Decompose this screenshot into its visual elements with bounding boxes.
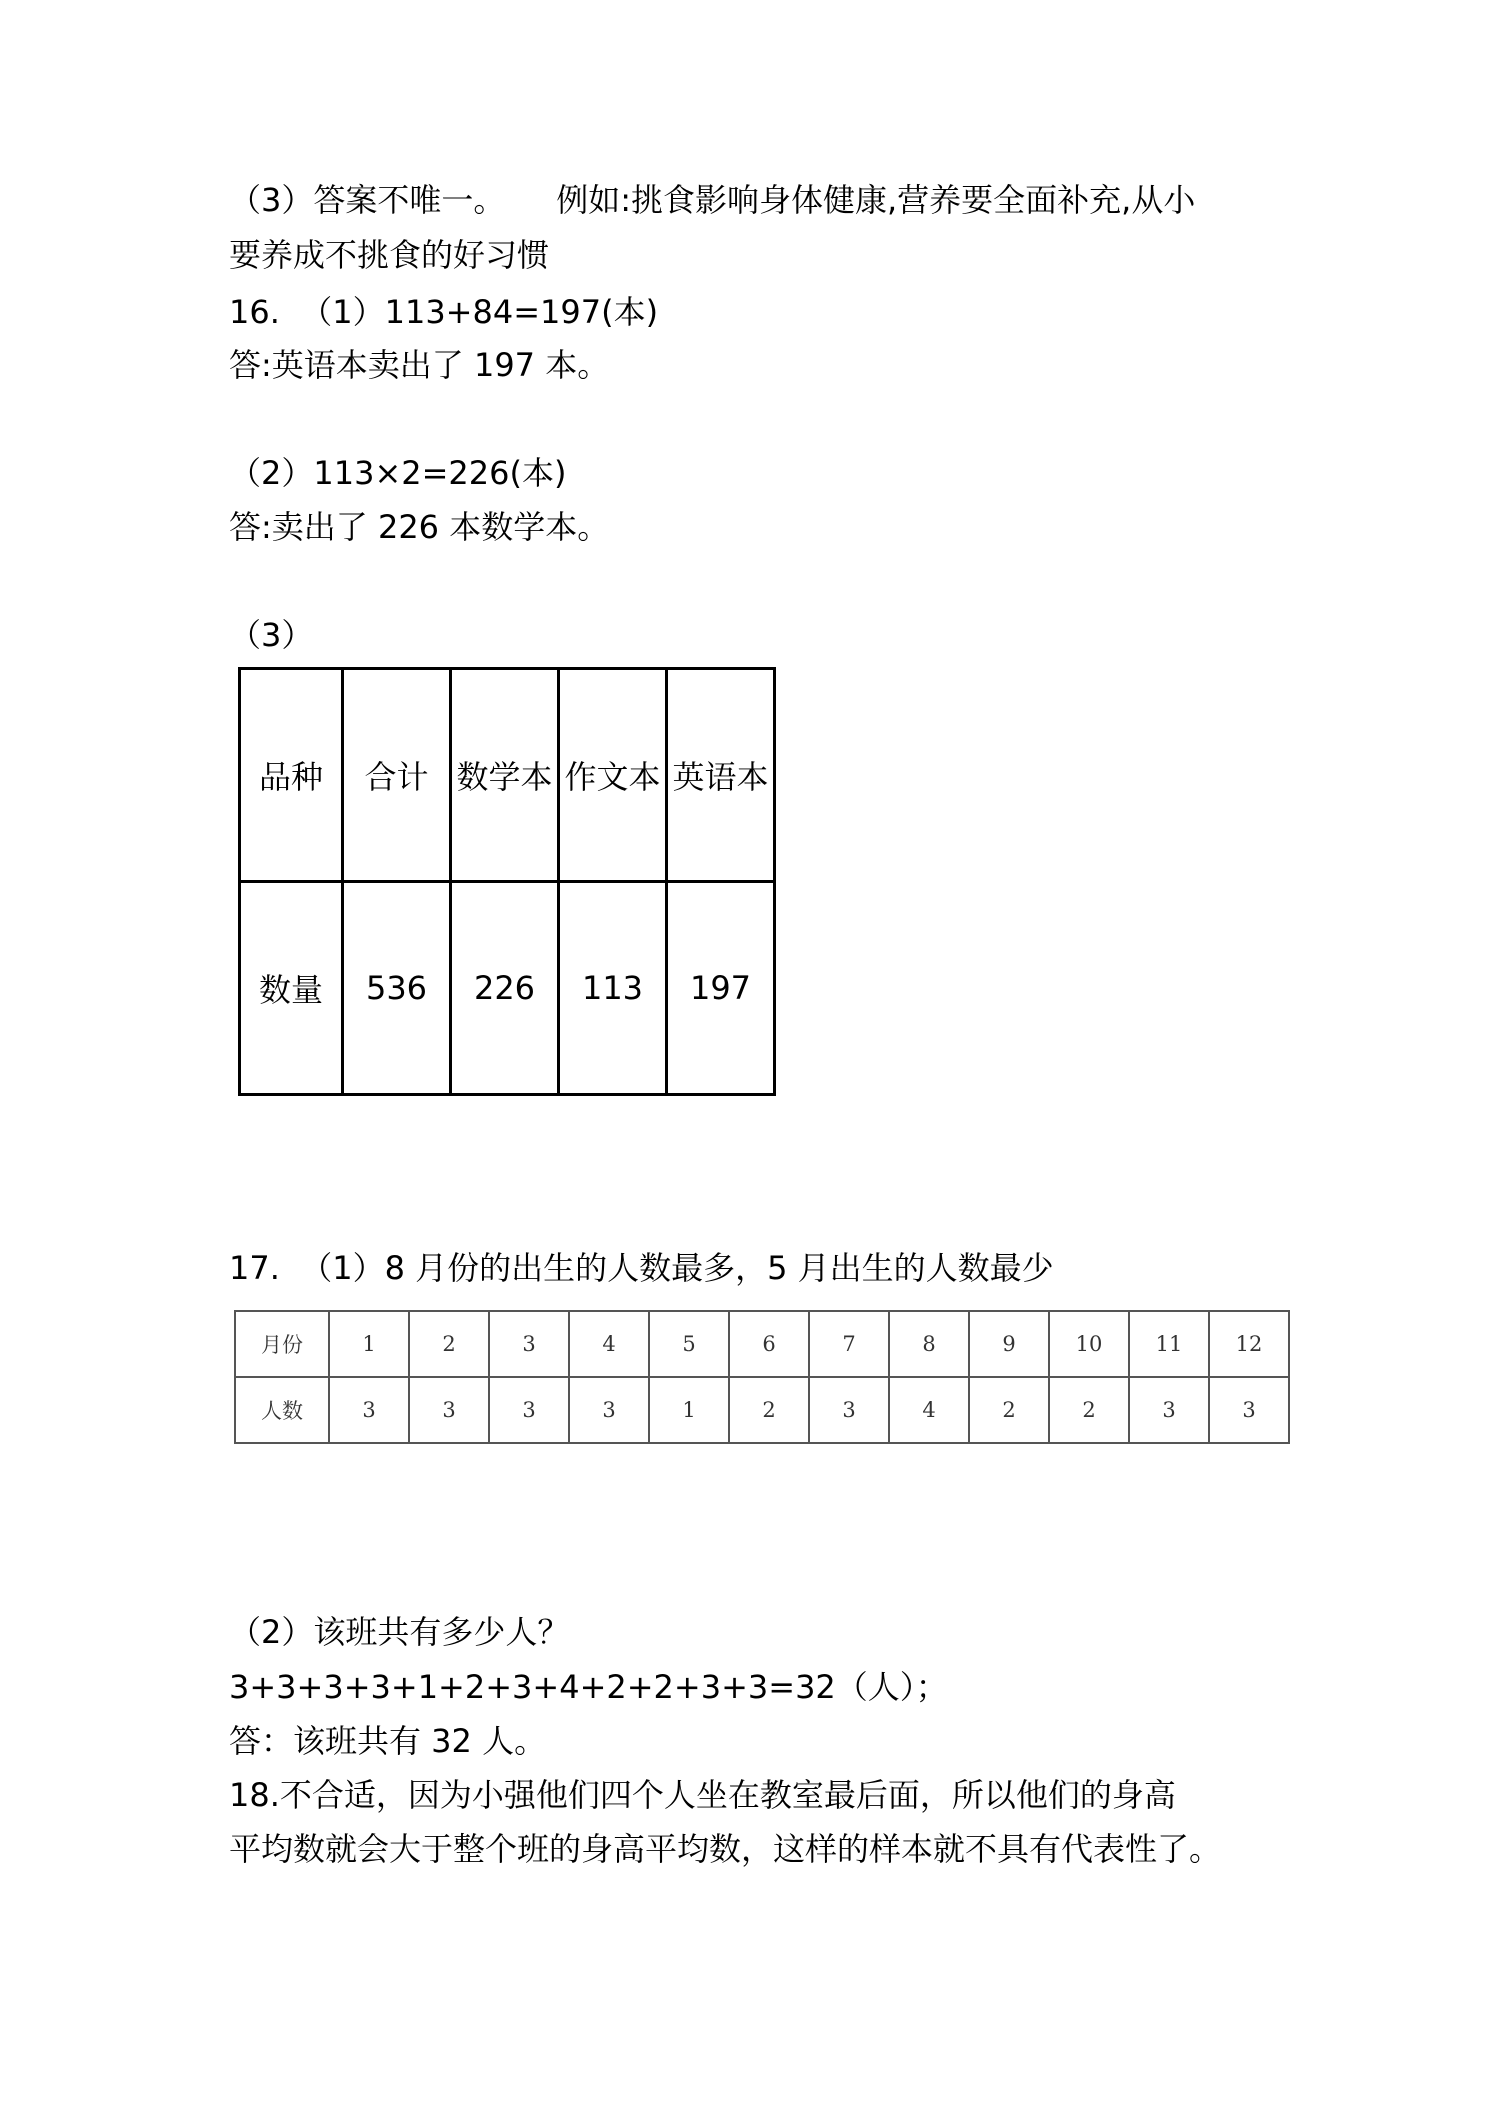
answer-15-3-line2: 要养成不挑食的好习惯 [229,236,550,274]
table-cell: 113 [559,882,667,1095]
table-row [235,1377,1289,1443]
answer-16-1: 16. （1）113+84=197(本) [229,293,659,331]
answer-17-2: （2）该班共有多少人？ [229,1613,570,1651]
table-cell: 5 [649,1311,729,1377]
table-cell: 人数 [235,1377,329,1443]
table-cell: 英语本 [667,669,775,882]
table-cell: 12 [1209,1311,1289,1377]
table-cell: 7 [809,1311,889,1377]
table-cell: 2 [1049,1377,1129,1443]
table-cell: 品种 [240,669,343,882]
table-cell: 3 [489,1377,569,1443]
table-cell: 合计 [343,669,451,882]
answer-18-line1: 18.不合适，因为小强他们四个人坐在教室最后面，所以他们的身高 [229,1776,1176,1814]
table-cell: 9 [969,1311,1049,1377]
table-cell: 11 [1129,1311,1209,1377]
table-cell: 3 [569,1377,649,1443]
answer-16-3-label: （3） [229,616,314,654]
answer-17-2-reply: 答：该班共有 32 人。 [229,1722,547,1760]
birth-month-table [234,1310,1290,1444]
answer-16-1-reply: 答:英语本卖出了 197 本。 [229,346,610,384]
answer-17-2-calc: 3+3+3+3+1+2+3+4+2+2+3+3=32（人）； [229,1668,948,1706]
answer-18-line2: 平均数就会大于整个班的身高平均数，这样的样本就不具有代表性了。 [229,1830,1222,1868]
answer-16-2-reply: 答:卖出了 226 本数学本。 [229,508,610,546]
table-cell: 3 [809,1377,889,1443]
table-cell: 3 [329,1377,409,1443]
answer-15-3-line1: （3）答案不唯一。 例如:挑食影响身体健康,营养要全面补充,从小 [229,181,1196,219]
table-cell: 197 [667,882,775,1095]
answer-17-1: 17. （1）8 月份的出生的人数最多，5 月出生的人数最少 [229,1249,1054,1287]
table-cell: 6 [729,1311,809,1377]
table-cell: 8 [889,1311,969,1377]
table-cell: 3 [1209,1377,1289,1443]
table-cell: 数量 [240,882,343,1095]
table-row [235,1311,1289,1377]
table-row [240,669,775,882]
table-cell: 4 [889,1377,969,1443]
table-row [240,882,775,1095]
table-cell: 10 [1049,1311,1129,1377]
table-cell: 2 [969,1377,1049,1443]
table-cell: 226 [451,882,559,1095]
notebook-sales-table [238,667,776,1096]
table-cell: 作文本 [559,669,667,882]
table-cell: 月份 [235,1311,329,1377]
table-cell: 3 [1129,1377,1209,1443]
table-cell: 3 [409,1377,489,1443]
table-cell: 536 [343,882,451,1095]
table-cell: 2 [409,1311,489,1377]
table-cell: 4 [569,1311,649,1377]
table-cell: 1 [649,1377,729,1443]
table-cell: 3 [489,1311,569,1377]
table-cell: 1 [329,1311,409,1377]
answer-16-2: （2）113×2=226(本) [229,454,567,492]
table-cell: 2 [729,1377,809,1443]
table-cell: 数学本 [451,669,559,882]
